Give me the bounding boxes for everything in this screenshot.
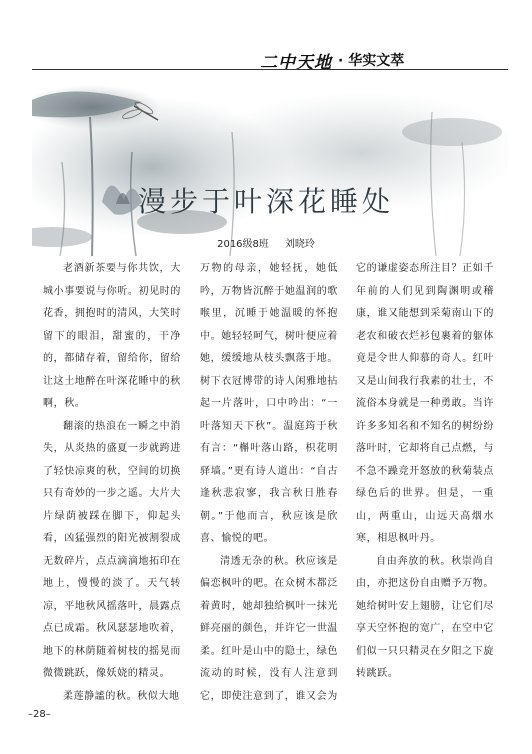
author-name: 刘晓玲: [284, 239, 315, 250]
paragraph: 自由奔放的秋。秋崇尚自由，亦把这份自由赠予万物。她给树叶安上翅膀，让它们尽享天空怀抱的宽广，在空中它们似一只只精灵在夕阳之下旋转跳跃。: [356, 555, 494, 679]
text-column-2: [200, 258, 338, 708]
paragraph: 翻滚的热浪在一瞬之中消失，从炎热的盛夏一步就跨进了轻快凉爽的秋，空间的切换只有奇妙的一步之遥。大片大片绿荫被踩在脚下，仰起头看，凶猛强烈的阳光被割裂成无数碎片，点点滴滴地拓印在地上，慢慢的淡了。天气转凉，平地秋风摇落叶，晨露点点已成霜。秋风瑟瑟地吹着，地下的林荫随着树枝的摇晃而微微跳跃，像妖娆的精灵。: [43, 420, 181, 679]
section-title: · 华实文萃: [338, 53, 405, 69]
header-rule: [32, 69, 508, 70]
paragraph: 它的谦虚姿态所注目？正如千年前的人们见到陶渊明或稽康，谁又能想到采菊南山下的老农和破衣烂衫包裹着的躯体竟是令世人仰慕的奇人。红叶又是山间我行我素的壮士，不流俗本身就是一种勇敢。当许许多多知名和不知名的树纷纷落叶时，它却将自己点燃，与不急不躁竞开怒放的秋菊装点绿色后的世界。但是，一重山，两重山，山远天高烟水寒，相思枫叶丹。: [356, 263, 494, 544]
ink-lotus-illustration: [32, 72, 508, 256]
text-column-3: [356, 258, 494, 686]
byline: [0, 235, 532, 250]
page-header: [32, 42, 508, 72]
paragraph: 万物的母亲，她轻抚，她低吟，万物皆沉醉于她温润的歌喉里，沉睡于她温暖的怀抱中。她轻轻呵气，树叶便应着她，缓缓地从枝头飘落于地。树下衣冠博带的诗人闲雅地拈起一片落叶，口中吟出：“一叶落知天下秋”。温庭筠于秋有言：“槲叶落山路，枳花明驿墙。”更有诗人道出：“自古逢秋悲寂寥，我言秋日胜春朝。”于他而言，秋应该是欣喜、愉悦的吧。: [200, 263, 338, 544]
page-number: –28–: [28, 709, 51, 720]
class-label: 2016级8班: [217, 239, 269, 250]
article-title: 漫步于叶深花睡处: [137, 185, 394, 218]
paragraph: 柔莲静謐的秋。秋似大地: [63, 690, 180, 702]
magazine-brand: 二中天地: [260, 53, 332, 73]
text-column-1: [43, 258, 181, 708]
paragraph: 老酒新茶要与你共饮，大城小事要说与你听。初见时的花香，拥抱时的清风，大笑时留下的眼泪，甜蜜的，干净的，都储存着，留给你，留给让这土地醉在叶深花睡中的秋啊，秋。: [43, 263, 181, 409]
paragraph: 清透无杂的秋。秋应该是偏恋枫叶的吧。在众树木都泛着黄时，她却独给枫叶一抹光鲜亮丽的颜色，并许它一世温柔。红叶是山中的隐士，绿色流动的时候，没有人注意到它，即使注意到了，谁又会为: [200, 555, 338, 702]
